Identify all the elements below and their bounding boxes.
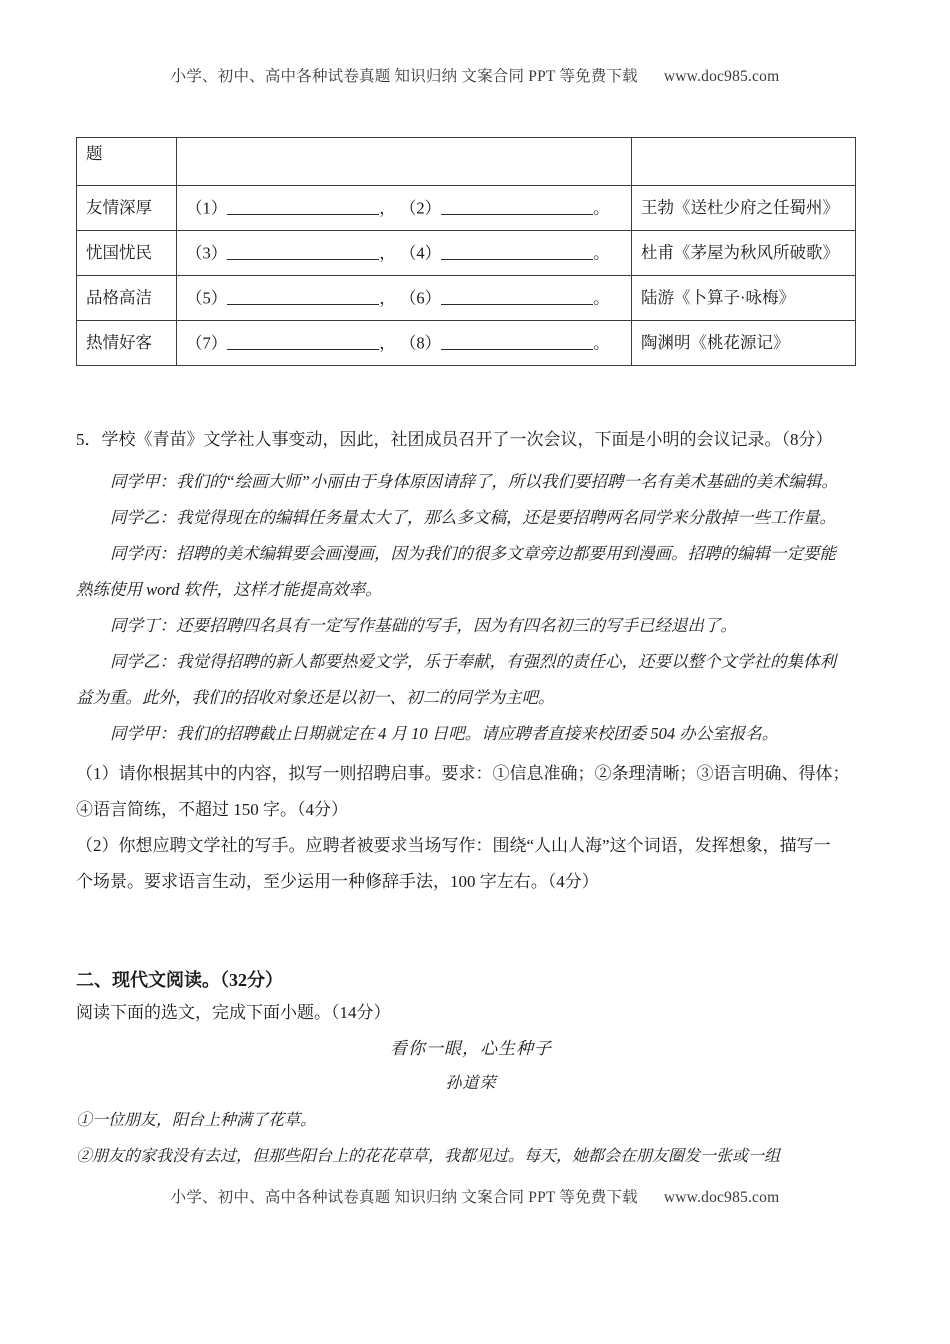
sub-question-2-line-1: （2）你想应聘文学社的写手。应聘者被要求当场写作：围绕“人山人海”这个词语，发挥想象，描写一 (76, 836, 831, 855)
table-cell-theme: 友情深厚 (77, 186, 177, 231)
table-cell-blanks (177, 186, 632, 231)
dialogue-line-4: 熟练使用 word 软件，这样才能提高效率。 (76, 580, 382, 599)
table-cell-source: 陶渊明《桃花源记》 (632, 321, 856, 366)
table-cell-theme: 热情好客 (77, 321, 177, 366)
table-cell-blanks (177, 231, 632, 276)
page-footer-text: 小学、初中、高中各种试卷真题 知识归纳 文案合同 PPT 等免费下载 (170, 1189, 638, 1206)
dialogue-line-6: 同学乙：我觉得招聘的新人都要热爱文学，乐于奉献，有强烈的责任心，还要以整个文学社的集体利 (110, 652, 836, 671)
table-cell-blanks (177, 321, 632, 366)
blank-terminator: 。 (593, 333, 610, 353)
table-header-row (77, 138, 856, 186)
blank-label-4: （4） (399, 243, 442, 263)
table-cell-source: 王勃《送杜少府之任蜀州》 (632, 186, 856, 231)
page-footer-url: www.doc985.com (663, 1189, 780, 1206)
table-cell-theme: 忧国忧民 (77, 231, 177, 276)
blank-label-3: （3） (186, 243, 228, 263)
page-header-text: 小学、初中、高中各种试卷真题 知识归纳 文案合同 PPT 等免费下载 (170, 68, 638, 85)
dialogue-line-7: 益为重。此外，我们的招收对象还是以初一、初二的同学为主吧。 (76, 688, 555, 707)
page-footer (0, 1185, 950, 1207)
blank-label-8: （8） (399, 333, 442, 353)
table-cell-blanks (177, 276, 632, 321)
table-row (77, 276, 856, 321)
blank-terminator: 。 (593, 198, 610, 218)
question5-stem: 5．学校《青苗》文学社人事变动，因此，社团成员召开了一次会议，下面是小明的会议记录。（8分） (76, 430, 833, 449)
dialogue-line-8: 同学甲：我们的招聘截止日期就定在 4 月 10 日吧。请应聘者直接来校团委 504 办公室报名。 (110, 724, 779, 743)
sub-question-1-line-2: ④语言简练，不超过 150 字。（4分） (76, 800, 348, 819)
table-row (77, 186, 856, 231)
poem-fill-in-table (76, 137, 856, 366)
dialogue-line-1: 同学甲：我们的“绘画大师”小丽由于身体原因请辞了，所以我们要招聘一名有美术基础的美术编辑。 (110, 472, 838, 491)
blank-label-2: （2） (399, 198, 442, 218)
page-header (0, 64, 950, 86)
table-row (77, 231, 856, 276)
blank-separator: ， (379, 198, 396, 218)
fill-in-blank-1[interactable] (227, 198, 379, 216)
blank-terminator: 。 (593, 288, 610, 308)
table-cell-source: 杜甫《茅屋为秋风所破歌》 (632, 231, 856, 276)
dialogue-line-5: 同学丁：还要招聘四名具有一定写作基础的写手，因为有四名初三的写手已经退出了。 (110, 616, 737, 635)
fill-in-blank-3[interactable] (227, 243, 379, 261)
dialogue-line-3: 同学丙：招聘的美术编辑要会画漫画，因为我们的很多文章旁边都要用到漫画。招聘的编辑一定要能 (110, 544, 836, 563)
table-header-cell-theme: 题 (77, 138, 177, 186)
blank-separator: ， (379, 288, 396, 308)
blank-terminator: 。 (593, 243, 610, 263)
fill-in-blank-2[interactable] (441, 198, 593, 216)
article-title: 看你一眼，心生种子 (390, 1039, 552, 1058)
page-header-url: www.doc985.com (663, 68, 780, 85)
fill-in-blank-4[interactable] (441, 243, 593, 261)
fill-in-blank-7[interactable] (227, 333, 379, 351)
article-author: 孙道荣 (445, 1075, 497, 1092)
section-2-heading: 二、现代文阅读。（32分） (76, 970, 283, 990)
blank-label-6: （6） (399, 288, 442, 308)
table-cell-theme: 品格高洁 (77, 276, 177, 321)
sub-question-1-line-1: （1）请你根据其中的内容，拟写一则招聘启事。要求：①信息准确；②条理清晰；③语言明确、得体； (76, 764, 850, 783)
table-header-cell-content (177, 138, 632, 186)
article-paragraph-2: ②朋友的家我没有去过，但那些阳台上的花花草草，我都见过。每天，她都会在朋友圈发一张或一组 (76, 1148, 781, 1165)
fill-in-blank-5[interactable] (227, 288, 379, 306)
blank-separator: ， (379, 333, 396, 353)
table-header-cell-source (632, 138, 856, 186)
sub-question-2-line-2: 个场景。要求语言生动，至少运用一种修辞手法，100 字左右。（4分） (76, 872, 599, 891)
fill-in-blank-6[interactable] (441, 288, 593, 306)
section-2-instruction: 阅读下面的选文，完成下面小题。（14分） (76, 1003, 391, 1022)
blank-label-1: （1） (186, 198, 228, 218)
article-paragraph-1: ①一位朋友，阳台上种满了花草。 (76, 1112, 317, 1129)
table-cell-source: 陆游《卜算子·咏梅》 (632, 276, 856, 321)
fill-in-blank-8[interactable] (441, 333, 593, 351)
dialogue-line-2: 同学乙：我觉得现在的编辑任务量太大了，那么多文稿，还是要招聘两名同学来分散掉一些工作量。 (110, 508, 836, 527)
blank-label-7: （7） (186, 333, 228, 353)
blank-label-5: （5） (186, 288, 228, 308)
table-row (77, 321, 856, 366)
blank-separator: ， (379, 243, 396, 263)
